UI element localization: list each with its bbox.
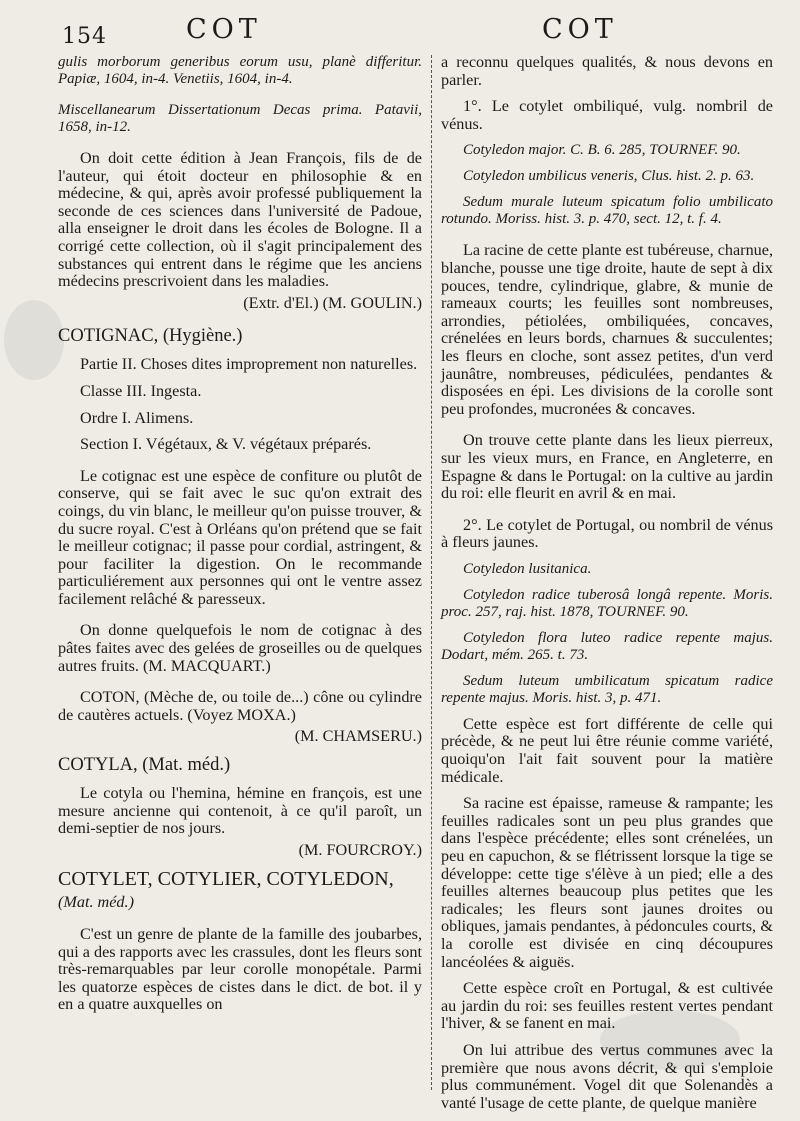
paragraph: Le cotignac est une espèce de confiture ou plutôt de conserve, qui se fait avec le suc qu'on extrait des coings, du vin blanc, le meilleur qu'on puisse trouver, & du sucre royal. C'est à Orléans qu'on prétend que se fait le meilleur cotignac; il passe pour cordial, astringent, & pour faciliter la digestion. On le recommande particuliérement aux personnes qui ont le ventre assez facilement relâché & paresseux. bbox=[58, 466, 422, 608]
right-column bbox=[441, 54, 773, 1121]
running-head-right: COT bbox=[542, 14, 618, 45]
citation: Cotyledon umbilicus veneris, Clus. hist. 2. p. 63. bbox=[463, 168, 755, 185]
left-column bbox=[58, 54, 422, 1023]
signature: (M. FOURCROY.) bbox=[298, 840, 422, 859]
page-number: 154 bbox=[62, 24, 107, 49]
paragraph: On donne quelquefois le nom de cotignac à des pâtes faites avec des gelées de groseilles ou de quelques autres fruits. (M. MACQUART.) bbox=[58, 621, 422, 675]
paragraph: Classe III. Ingesta. bbox=[80, 381, 202, 400]
paragraph: a reconnu quelques qualités, & nous devons en parler. bbox=[441, 53, 773, 89]
paragraph: Partie II. Choses dites improprement non naturelles. bbox=[80, 355, 418, 374]
paper-stain bbox=[4, 300, 64, 380]
paragraph: La racine de cette plante est tubéreuse, charnue, blanche, pousse une tige droite, haute de sept à dix pouces, tendre, cylindrique, glabre, & munie de rameaux courts; les feuilles sont nombreuses, arrondies, pétiolées, ombiliquées, concaves, crénelées en leurs bords, charnues & succulentes; les fleurs en cloche, sont assez petites, d'un verd jaunâtre, nombreuses, pédiculées, pendantes & disposées en épi. Les divisions de la corolle sont peu profondes, mucronées & concaves. bbox=[441, 241, 773, 418]
paragraph: C'est un genre de plante de la famille des joubarbes, qui a des rapports avec les crassules, dont les fleurs sont très-remarquables par leur corolle monopétale. Parmi les quatorze espèces de cistes dans le dict. de bot. il y en a quatre auxquelles on bbox=[58, 925, 422, 1014]
paragraph: On trouve cette plante dans les lieux pierreux, sur les vieux murs, en France, en Angleterre, en Espagne & dans le Portugal: on la cultive au jardin du roi: elle fleurit en avril & en mai. bbox=[441, 431, 773, 503]
paragraph: 1°. Le cotylet ombiliqué, vulg. nombril de vénus. bbox=[441, 97, 773, 133]
paragraph: Sa racine est épaisse, rameuse & rampante; les feuilles radicales sont un peu plus grandes que dans l'espèce précédente; elles sont crénelées, un peu en capuchon, & se flétrissent lorsque la tige se développe: cette tige s'élève à un pied; elle a des feuilles alternes beaucoup plus petites que les radicales; les fleurs sont jaunes droites ou obliques, jamais pendantes, à pédoncules courts, & la corolle est divisée en cinq découpures lancéolées & aiguës. bbox=[441, 794, 773, 971]
citation: Cotyledon flora luteo radice repente majus. Dodart, mém. 265. t. 73. bbox=[441, 629, 773, 663]
paragraph: Cette espèce est fort différente de celle qui précède, & ne peut lui être réunie comme variété, quoiqu'on l'ait fait souvent pour la matière médicale. bbox=[441, 714, 773, 786]
paragraph: Le cotyla ou l'hemina, hémine en françois, est une mesure ancienne qui contenoit, à ce qu'il paroît, un demi-septier de nos jours. bbox=[58, 784, 422, 838]
paragraph: On lui attribue des vertus communes avec la première que nous avons décrit, & qui s'emploie plus communément. Vogel dit que Solenandès a vanté l'usage de cette plante, de quelque manière bbox=[441, 1040, 773, 1112]
entry-heading: COTYLA, (Mat. méd.) bbox=[58, 755, 231, 776]
signature: (Extr. d'El.) (M. GOULIN.) bbox=[243, 293, 422, 312]
citation: gulis morborum generibus eorum usu, planè differitur. Papiæ, 1604, in-4. Venetiis, 1604, in-4. bbox=[58, 54, 422, 87]
signature: (M. CHAMSERU.) bbox=[294, 727, 422, 746]
citation: Cotyledon major. C. B. 6. 285, TOURNEF. 90. bbox=[463, 142, 741, 159]
citation: Sedum murale luteum spicatum folio umbilicato rotundo. Moriss. hist. 3. p. 470, sect. 12, t. f. 4. bbox=[441, 194, 773, 228]
citation: Miscellanearum Dissertationum Decas prima. Patavii, 1658, in-12. bbox=[58, 102, 422, 135]
paragraph: 2°. Le cotylet de Portugal, ou nombril de vénus à fleurs jaunes. bbox=[441, 515, 773, 552]
citation: Cotyledon lusitanica. bbox=[463, 560, 592, 577]
running-head-left: COT bbox=[186, 14, 262, 45]
paragraph: Ordre I. Alimens. bbox=[80, 408, 194, 427]
paragraph: Cette espèce croît en Portugal, & est cultivée au jardin du roi: ses feuilles restent vertes pendant l'hiver, & se fanent en mai. bbox=[441, 979, 773, 1033]
entry-heading: COTIGNAC, (Hygiène.) bbox=[58, 326, 243, 347]
entry-subheading: (Mat. méd.) bbox=[58, 893, 134, 912]
citation: Cotyledon radice tuberosâ longâ repente. Moris. proc. 257, raj. hist. 1878, TOURNEF. 90. bbox=[441, 586, 773, 620]
paragraph: Section I. Végétaux, & V. végétaux préparés. bbox=[80, 435, 372, 454]
entry-heading: COTYLET, COTYLIER, COTYLEDON, bbox=[58, 868, 394, 891]
citation: Sedum luteum umbilicatum spicatum radice repente majus. Moris. hist. 3, p. 471. bbox=[441, 672, 773, 706]
paragraph: On doit cette édition à Jean François, fils de de l'auteur, qui étoit docteur en philosophie & en médecine, & qui, après avoir professé publiquement la seconde de ces sciences dans l'université de Padoue, alla enseigner le droit dans les écoles de Bologne. Il a corrigé cette collection, où il s'agit principalement des substances qui entrent dans le régime que les anciens médecins prescrivoient dans les maladies. bbox=[58, 149, 422, 291]
column-divider bbox=[431, 55, 432, 1090]
paragraph: COTON, (Mèche de, ou toile de...) cône ou cylindre de cautères actuels. (Voyez MOXA.) bbox=[58, 688, 422, 724]
